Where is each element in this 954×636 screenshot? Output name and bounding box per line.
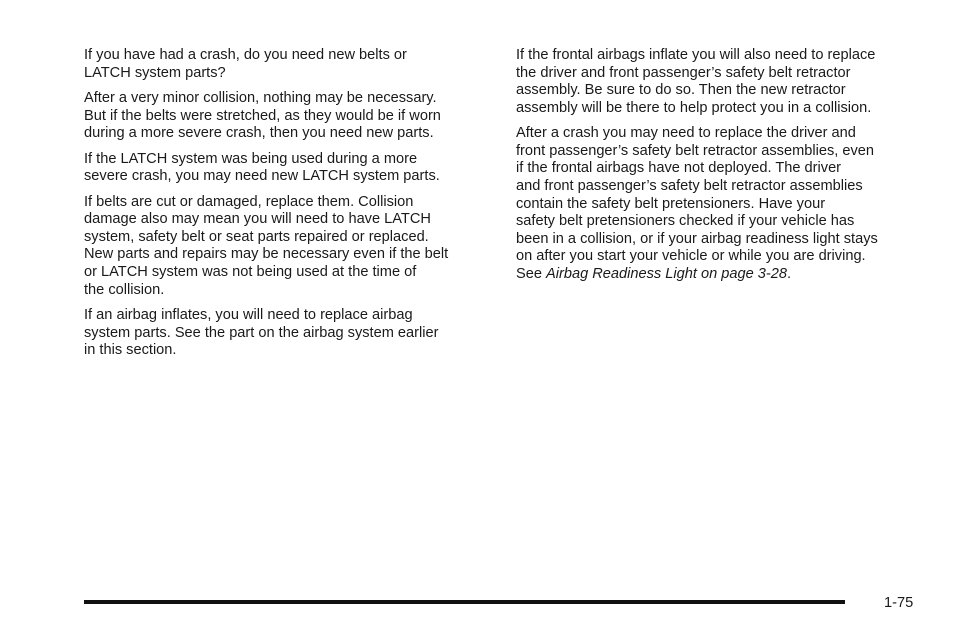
cross-reference-link[interactable]: Airbag Readiness Light on page 3-28 (546, 265, 787, 282)
left-column (84, 47, 494, 367)
text-line: damage also may mean you will need to have LATCH (84, 211, 431, 228)
text-line: After a very minor collision, nothing may be necessary. (84, 89, 437, 106)
text-line: if the frontal airbags have not deployed. The driver (516, 160, 842, 177)
text-line: or LATCH system was not being used at the time of (84, 263, 417, 280)
text-line: If the frontal airbags inflate you will also need to replace (516, 47, 876, 63)
text-line: After a crash you may need to replace the driver and (516, 125, 856, 142)
text-line: If the LATCH system was being used during a more (84, 150, 418, 167)
text-line: front passenger’s safety belt retractor assemblies, even (516, 142, 874, 159)
text-line: If an airbag inflates, you will need to replace airbag (84, 306, 413, 323)
text-line: the collision. (84, 281, 165, 298)
text-line: If you have had a crash, do you need new belts or (84, 47, 407, 63)
text-line: during a more severe crash, then you need new parts. (84, 125, 434, 142)
text-line: New parts and repairs may be necessary even if the belt (84, 246, 449, 263)
text-line: system parts. See the part on the airbag system earlier (84, 324, 439, 341)
paragraph (84, 151, 494, 186)
paragraph (84, 90, 494, 143)
text-line: contain the safety belt pretensioners. Have your (516, 195, 826, 212)
paragraph (84, 307, 494, 360)
text-line (516, 266, 926, 284)
text-line: on after you start your vehicle or while you are driving. (516, 248, 866, 265)
text-line: and front passenger’s safety belt retractor assemblies (516, 177, 863, 194)
text-line: been in a collision, or if your airbag readiness light stays (516, 230, 878, 247)
paragraph (84, 194, 494, 300)
text-line: the driver and front passenger’s safety belt retractor (516, 64, 851, 81)
text-line: LATCH system parts? (84, 64, 226, 81)
text-line: assembly will be there to help protect you in a collision. (516, 99, 872, 116)
text-line: But if the belts were stretched, as they would be if worn (84, 107, 441, 124)
paragraph (516, 125, 926, 283)
page-number: 1-75 (884, 595, 914, 611)
text-line: severe crash, you may need new LATCH system parts. (84, 168, 440, 185)
text-line: in this section. (84, 342, 177, 359)
text-line: If belts are cut or damaged, replace them. Collision (84, 193, 414, 210)
paragraph (516, 47, 926, 117)
period: . (787, 265, 792, 282)
text-line: safety belt pretensioners checked if your vehicle has (516, 213, 855, 230)
text-line: system, safety belt or seat parts repaired or replaced. (84, 228, 429, 245)
paragraph (84, 47, 494, 82)
footer-rule (84, 600, 845, 604)
right-column (516, 47, 926, 291)
text-line: assembly. Be sure to do so. Then the new retractor (516, 82, 846, 99)
see-prefix: See (516, 265, 547, 282)
